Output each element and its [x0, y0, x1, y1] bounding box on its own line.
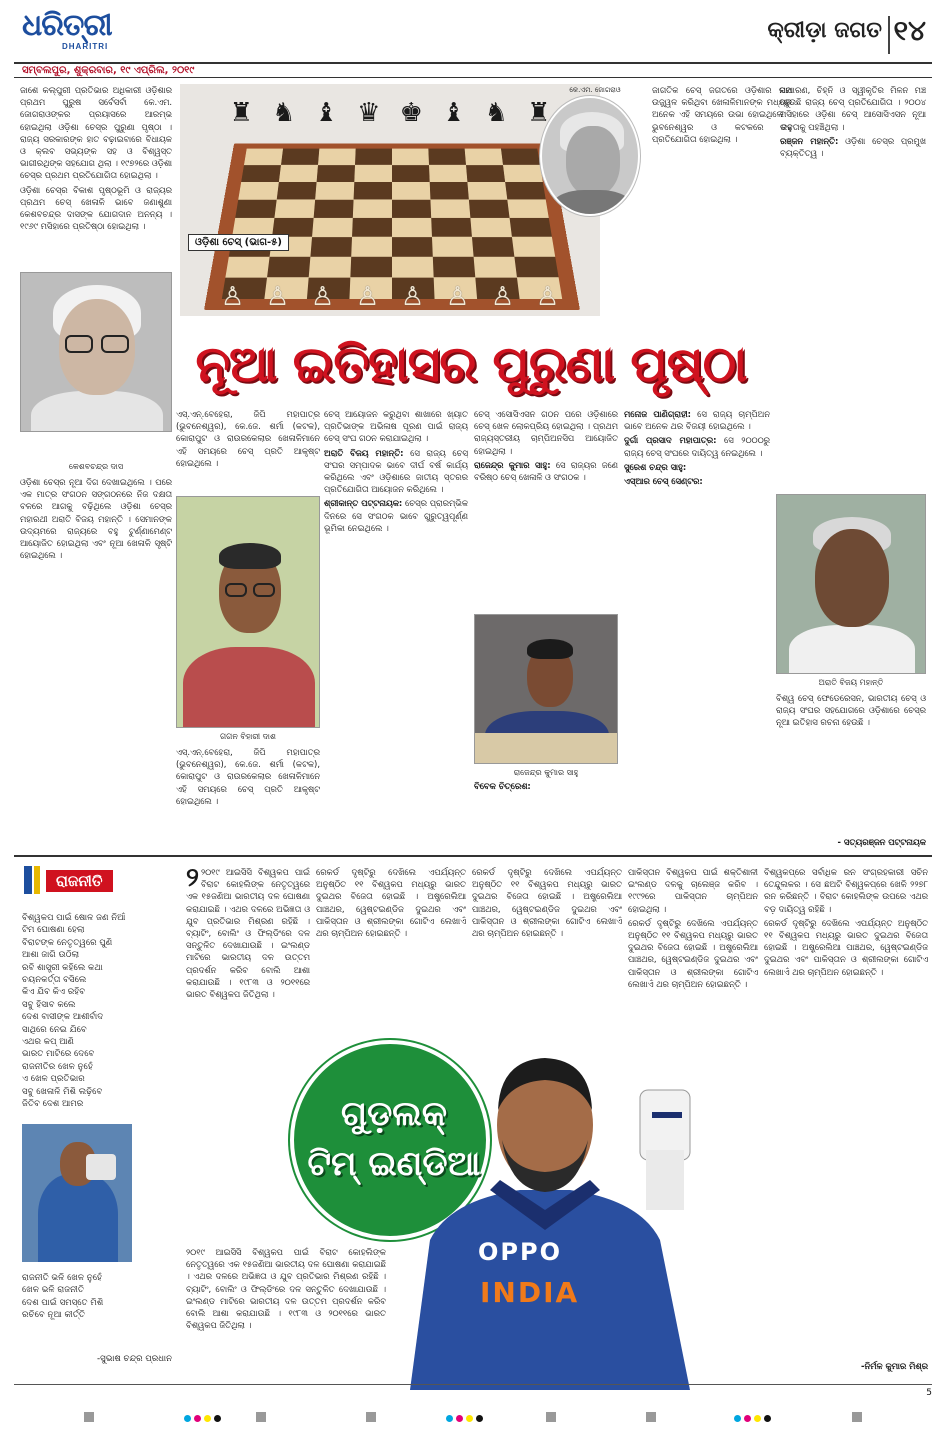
rajendra-text: ସେ ରାଜ୍ୟର ଜଣେ ବରିଷ୍ଠ ଚେସ୍ ଖେଳାଳି ଓ ସଂଗଠକ । [474, 459, 618, 483]
poem-line: ଦେଶ ପାଇଁ ସମସ୍ତେ ମିଶି [22, 1297, 104, 1308]
manoj-text: ସେ ରାଜ୍ୟ ଚାମ୍ପିଅନ ଭାବେ ଅନେକ ଥର ବିଜୟୀ ହୋଇଥିଲେ । [624, 409, 770, 432]
registration-mark [366, 1412, 376, 1422]
poem-line: ଏଥର କପ୍ ଆଣି [22, 1037, 75, 1048]
chess-col3-paragraph: ଚେସ୍ ଆୟୋଜନ କରୁଥିବା ଶାଖାରେ ଖ୍ୟାତ ପ୍ରତିଭାଙ୍କ ଅଭିଳାଷ ପୂରଣ ପାଇଁ ରାଜ୍ୟ ଚେସ୍ ସଂଘ ଗଠନ କରାଯାଇଥିଲା । [324, 409, 468, 444]
chess-column-2 [176, 408, 320, 494]
subhead-sr-chess: ଏସ୍ଆର ଚେସ୍ ସେଣ୍ଟର: [624, 476, 703, 487]
chess-column-1-bottom [20, 476, 172, 848]
chess-board-photo [180, 84, 600, 316]
cricket-column-1-lower [186, 1246, 386, 1378]
graphic-line-2: ଟିମ୍ ଇଣ୍ଡିଆ [307, 1144, 481, 1184]
registration-mark [84, 1412, 94, 1422]
logo-english-text: DHARITRI [62, 42, 109, 51]
chess-col7b-paragraph: ବିଶ୍ୱ ଚେସ୍ ଫେଡେରେସନ, ଭାରତୀୟ ଚେସ୍ ଓ ରାଜ୍ୟ ସଂଘର ସହଯୋଗରେ ଓଡ଼ିଶାରେ ଚେସ୍‌ର ନୂଆ ଇତିହାସ ରଚନା ହେଉଛି । [776, 693, 926, 728]
poem-line: ଖେଳ ଭଳି ରାଜନୀତି [22, 1285, 85, 1296]
page-number: ୧୪ [893, 14, 926, 47]
chess-column-4 [474, 408, 618, 568]
politics-tag [24, 866, 164, 894]
poem-line: ବିରାଟଙ୍କ ନେତୃତ୍ୱରେ ପୁଣି [22, 937, 113, 948]
black-chess-pieces: ♜ ♞ ♝ ♛ ♚ ♝ ♞ ♜ [229, 98, 551, 128]
poem-line: ରବି ଶାସ୍ତ୍ରୀ କହିଲେ କଥା [22, 962, 103, 973]
subhead-arati: ଅରାତି ବିଜୟ ମହାନ୍ତି: [324, 447, 404, 458]
poem-line: ଚୟନକର୍ତ୍ତା ବସିଲେ [22, 975, 87, 986]
registration-mark [646, 1412, 656, 1422]
cricket-column-5 [764, 866, 928, 1354]
chess-arati-paragraph: ଓଡ଼ିଶା ଚେସ୍‌ର ନୂଆ ଦିଗ ଦେଖାଇଥିଲେ । ପରେ ଏକ ମାତ୍ର ସଂଗଠନ ସଙ୍ଗଠନରେ ନିଜ ଦକ୍ଷତା ବଳରେ ଆଗକୁ ବଢ଼ିଥିଲେ ଓଡ଼ିଶା ଚେସ୍‌ର ମହାରଥୀ ଅରାତି ବିଜୟ ମହାନ୍ତି । ସେମାନଙ୍କ ଉଦ୍ୟମରେ ରାଜ୍ୟରେ ବହୁ ଟୁର୍ଣ୍ଣାମେଣ୍ଟ ଆୟୋଜିତ ହୋଇଥିଲା ଏବଂ ନୂଆ ଖେଳାଳି ସୃଷ୍ଟି ହୋଇଥିଲେ । [20, 477, 172, 561]
graphic-line-1: ଗୁଡ଼ଲକ୍ [340, 1094, 447, 1134]
politics-poem-bottom [22, 1272, 172, 1322]
portrait-keshab-das-caption: କେଶବଚନ୍ଦ୍ର ଦାସ [68, 462, 124, 471]
cricket-col5-paragraph: ବିଶ୍ୱକପ୍‌ରେ ସର୍ବାଧିକ ରନ ସଂଗ୍ରହକାରୀ ସଚିନ ତେନ୍ଦୁଲକର । ସେ ଛଅଟି ବିଶ୍ୱକପ୍‌ରେ ଖେଳି ୨୨୭୮ ରନ କରିଛନ୍ତି । ବିରାଟ କୋହଲିଙ୍କ ଉପରେ ଏଥର ବଡ଼ ଦାୟିତ୍ୱ ରହିଛି । [764, 867, 928, 914]
poem-line: ଦେଶ ବାସୀଙ୍କ ଆଶୀର୍ବାଦ [22, 1012, 104, 1023]
footer-page-number: 5 [926, 1388, 932, 1398]
cricket-col3-paragraph: ରେକର୍ଡ ଦୃଷ୍ଟିରୁ ଦେଖିଲେ ଏପର୍ଯ୍ୟନ୍ତ ଅନୁଷ୍ଠିତ ୧୧ ବିଶ୍ୱକପ ମଧ୍ୟରୁ ଭାରତ ଦୁଇଥର ବିଜେତା ହୋଇଛି । ଅଷ୍ଟ୍ରେଲିଆ ପାଞ୍ଚଥର, ୱେଷ୍ଟଇଣ୍ଡିଜ ଦୁଇଥର ଏବଂ ପାକିସ୍ତାନ ଓ ଶ୍ରୀଲଙ୍କା ଗୋଟିଏ ଲେଖାଏଁ ଥର ଚାମ୍ପିଅନ ହୋଇଛନ୍ତି । [472, 867, 622, 939]
cricket-col4b-paragraph: ରେକର୍ଡ ଦୃଷ୍ଟିରୁ ଦେଖିଲେ ଏପର୍ଯ୍ୟନ୍ତ ଅନୁଷ୍ଠିତ ୧୧ ବିଶ୍ୱକପ ମଧ୍ୟରୁ ଭାରତ ଦୁଇଥର ବିଜେତା ହୋଇଛି । ଅଷ୍ଟ୍ରେଲିଆ ପାଞ୍ଚଥର, ୱେଷ୍ଟଇଣ୍ଡିଜ ଦୁଇଥର ଏବଂ ପାକିସ୍ତାନ ଓ ଶ୍ରୀଲଙ୍କା ଗୋଟିଏ ଲେଖାଏଁ ଥର ଚାମ୍ପିଅନ ହୋଇଛନ୍ତି । [628, 917, 758, 989]
portrait-gagan-das-caption: ଗଗନ ବିହାରୀ ଦାଶ [220, 732, 276, 741]
portrait-keshab-das [20, 272, 172, 432]
registration-mark [256, 1412, 266, 1422]
white-chess-pieces: ♙ ♙ ♙ ♙ ♙ ♙ ♙ ♙ [220, 282, 560, 312]
portrait-jogarao [540, 96, 640, 216]
poem-line: ବିଶ୍ୱକପ ପାଇଁ ଷୋଳ ଜଣ ନିଆଁ [22, 913, 126, 923]
chess-column-6 [652, 84, 792, 344]
poem-line: ସବୁ ହିସାବ କଲେ [22, 999, 76, 1010]
subhead-manoj: ମନୋଜ ପାଣିଗ୍ରାହୀ: [624, 409, 692, 419]
cricket-col1b-paragraph: ୨୦୧୯ ଆଇସିସି ବିଶ୍ୱକପ ପାଇଁ ବିରାଟ କୋହଲିଙ୍କ ନେତୃତ୍ୱରେ ଏକ ୧୫ଜଣିଆ ଭାରତୀୟ ଦଳ ଘୋଷଣା କରାଯାଇଛି । ଏଥର ଦଳରେ ଅଭିଜ୍ଞତା ଓ ଯୁବ ପ୍ରତିଭାର ମିଶ୍ରଣ ରହିଛି । ବ୍ୟାଟିଂ, ବୋଲିଂ ଓ ଫିଲ୍ଡିଂରେ ଦଳ ସନ୍ତୁଳିତ ଦେଖାଯାଉଛି । ଇଂଲଣ୍ଡ ମାଟିରେ ଭାରତୀୟ ଦଳ ଉତ୍ତମ ପ୍ରଦର୍ଶନ କରିବ ବୋଲି ଆଶା କରାଯାଉଛି । ୧୯୮୩ ଓ ୨୦୧୧ରେ ଭାରତ ବିଶ୍ୱକପ ଜିତିଥିଲା । [186, 1247, 386, 1331]
chess-col4-paragraph: ଚେସ୍ ଏସୋସିଏସନ ଗଠନ ପରେ ଓଡ଼ିଶାରେ ଚେସ୍ ଖେଳ ଲୋକପ୍ରିୟ ହୋଇଥିଲା । ପ୍ରଥମ ରାଜ୍ୟସ୍ତରୀୟ ଚାମ୍ପିଅନସିପ ଆୟୋଜିତ ହୋଇଥିଲା । [474, 409, 618, 456]
color-registration-dots [184, 1412, 221, 1424]
virat-kohli-photo [390, 1030, 700, 1390]
subhead-durga: ଦୁର୍ଗା ପ୍ରସାଦ ମହାପାତ୍ର: [624, 435, 717, 446]
portrait-arati-mohanty-caption: ଅରାତି ବିଜୟ ମହାନ୍ତି [818, 678, 884, 687]
cricket-column-3 [472, 866, 622, 1026]
cricketer-photo-small [22, 1124, 132, 1262]
chess-column-1-top [20, 84, 172, 274]
chess-column-4-bottom [474, 780, 618, 848]
cricket-column-1: ୨ ୨୦୧୯ ଆଇସିସି ବିଶ୍ୱକପ ପାଇଁ ବିରାଟ କୋହଲିଙ୍କ ନେତୃତ୍ୱରେ ଏକ ୧୫ଜଣିଆ ଭାରତୀୟ ଦଳ ଘୋଷଣା କରାଯାଇଛି । ଏଥର ଦଳରେ ଅଭିଜ୍ଞତା ଓ ଯୁବ ପ୍ରତିଭାର ମିଶ୍ରଣ ରହିଛି । ବ୍ୟାଟିଂ, ବୋଲିଂ ଓ ଫିଲ୍ଡିଂରେ ଦଳ ସନ୍ତୁଳିତ ଦେଖାଯାଉଛି । ଇଂଲଣ୍ଡ ମାଟିରେ ଭାରତୀୟ ଦଳ ଉତ୍ତମ ପ୍ରଦର୍ଶନ କରିବ ବୋଲି ଆଶା କରାଯାଉଛି । ୧୯୮୩ ଓ ୨୦୧୧ରେ ଭାରତ ବିଶ୍ୱକପ ଜିତିଥିଲା । [186, 866, 310, 1000]
registration-mark [546, 1412, 556, 1422]
portrait-rajendra-sahu [474, 614, 618, 764]
cricket-signature: -ନିର୍ମଳ କୁମାର ମିଶ୍ର [861, 1361, 928, 1371]
cricket-col2-paragraph: ରେକର୍ଡ ଦୃଷ୍ଟିରୁ ଦେଖିଲେ ଏପର୍ଯ୍ୟନ୍ତ ଅନୁଷ୍ଠିତ ୧୧ ବିଶ୍ୱକପ ମଧ୍ୟରୁ ଭାରତ ଦୁଇଥର ବିଜେତା ହୋଇଛି । ଅଷ୍ଟ୍ରେଲିଆ ପାଞ୍ଚଥର, ୱେଷ୍ଟଇଣ୍ଡିଜ ଦୁଇଥର ଏବଂ ପାକିସ୍ତାନ ଓ ଶ୍ରୀଲଙ୍କା ଗୋଟିଏ ଲେଖାଏଁ ଥର ଚାମ୍ପିଅନ ହୋଇଛନ୍ତି । [316, 867, 466, 939]
section-divider [888, 16, 890, 54]
jersey-sponsor-logo: OPPO [478, 1238, 562, 1266]
subhead-suresh: ସୁରେଶ ଚନ୍ଦ୍ର ସାହୁ: [624, 461, 687, 472]
chess-col2-paragraph: ଏସ୍.ଏନ୍.ବେହେରା, ଜିପି ମହାପାତ୍ର (ଭୁବନେଶ୍ୱର), କେ.ଜେ. ଶର୍ମା (କଟକ), କୋରାପୁଟ ଓ ରାଉରକେଲାର ଖେଳାଳିମାନେ ଏହି ସମୟରେ ଚେସ୍ ପ୍ରତି ଆକୃଷ୍ଟ ହୋଇଥିଲେ । [176, 409, 320, 468]
section-divider-lower [14, 855, 932, 857]
politics-tag-label: ରାଜନୀତି [46, 870, 113, 892]
chess-col7-paragraph: ସାଧାରଣ, ଚିହ୍ନି ଓ ସ୍ୱୀକୃତିର ମିଳନ ମଞ୍ଚ ହେଉଛି ରାଜ୍ୟ ଚେସ୍ ପ୍ରତିଯୋଗିତା । ୨୦୦୪ ମସିହାରେ ଓଡ଼ିଶା ଚେସ୍ ଆସୋସିଏସନ ନୂଆ ଉଚ୍ଚତାକୁ ପହଞ୍ଚିଥିଲା । [780, 85, 926, 132]
chess-history-paragraph: ଓଡ଼ିଶା ଚେସ୍‌ର ବିକାଶ ପୃଷ୍ଠଭୂମି ଓ ରାଜ୍ୟର ପ୍ରଥମ ଚେସ୍ ଖେଳାଳି ଭାବେ ଜଣାଶୁଣା କେଶବଚନ୍ଦ୍ର ଦାସଙ୍କ ଯୋଗଦାନ ଅନନ୍ୟ । ୧୯୬୯ ମସିହାରେ ପ୍ରତିଷ୍ଠା ହୋଇଥିଲା । [20, 184, 172, 232]
politics-signature: -ସୁଭାଷ ଚନ୍ଦ୍ର ପ୍ରଧାନ [97, 1354, 172, 1364]
chess-column-7-bottom [776, 692, 926, 834]
poem-line: ଆଶା ଜାଗି ଉଠିଲା [22, 950, 80, 961]
poem-line: ଜିତିବ ଦେଶ ଆମର [22, 1099, 84, 1110]
jersey-india-text: INDIA [480, 1276, 580, 1309]
durga-text: ସେ ୨୦୦୦ରୁ ରାଜ୍ୟ ଚେସ୍ ସଂଘରେ ଦାୟିତ୍ୱ ନେଇଥିଲେ । [624, 435, 770, 458]
chess-headline: ନୂଆ ଇତିହାସର ପୁରୁଣା ପୃଷ୍ଠା [195, 335, 747, 393]
masthead [14, 8, 932, 60]
poem-line: ରାଜନୀତି ଭଳି ଖେଳ ନୁହେଁ [22, 1273, 103, 1283]
oval-photo-caption: କେ.ଏମ. ଜୋଗରାଓ [569, 86, 621, 94]
series-tag: ଓଡ଼ିଶା ଚେସ୍ (ଭାଗ-୫) [188, 234, 289, 251]
poem-line: ଏ ଖେଳ ପ୍ରତିଭାର [22, 1074, 85, 1085]
chess-column-2-bottom [176, 746, 320, 848]
poem-line: ସବୁ ଖେଳାଳି ମିଶି ଲଢ଼ିବେ [22, 1086, 103, 1097]
chess-intro-paragraph: ଜାଶେ କଲ୍ପୁରୀ ପ୍ରତିଭାର ଅଧିକାରୀ ଓଡ଼ିଶାର ପ୍ରଥମ ପୁରୁଷ ସର୍ବେସର୍ବା କେ.ଏମ. ଜୋଗରାଓଙ୍କର ପ୍ରୟାସରେ ଆରମ୍ଭ ହୋଇଥିଲା ଓଡ଼ିଶା ଚେସ୍‌ର ପୁରୁଣା ପୃଷ୍ଠା । ରାଜ୍ୟ ସରକାରଙ୍କ ହାତ ବଢ଼ାଇବାରେ ବିଧାୟକ ଓ କ୍ଲବ ସଭ୍ୟଙ୍କ ସହ ଓ ବିଶ୍ୱସ୍ତ ଭାଗୀରଥିଙ୍କ ସହଯୋଗ ଥିଲା । ୧୯୭୨ରେ ଓଡ଼ିଶା ଚେସ୍‌ର ପ୍ରଥମ ପ୍ରତିଯୋଗିତା ହୋଇଥିଲା । [20, 85, 172, 181]
poem-line: କିଏ ଯିବ କିଏ ରହିବ [22, 987, 86, 998]
cricket-col5b-paragraph: ରେକର୍ଡ ଦୃଷ୍ଟିରୁ ଦେଖିଲେ ଏପର୍ଯ୍ୟନ୍ତ ଅନୁଷ୍ଠିତ ୧୧ ବିଶ୍ୱକପ ମଧ୍ୟରୁ ଭାରତ ଦୁଇଥର ବିଜେତା ହୋଇଛି । ଅଷ୍ଟ୍ରେଲିଆ ପାଞ୍ଚଥର, ୱେଷ୍ଟଇଣ୍ଡିଜ ଦୁଇଥର ଏବଂ ପାକିସ୍ତାନ ଓ ଶ୍ରୀଲଙ୍କା ଗୋଟିଏ ଲେଖାଏଁ ଥର ଚାମ୍ପିଅନ ହୋଇଛନ୍ତି । [764, 917, 928, 977]
subhead-ranjan: ରଞ୍ଜନ ମହାନ୍ତି: [780, 135, 839, 146]
politics-poem [22, 912, 172, 1111]
subhead-srikanta: ଶ୍ରୀକାନ୍ତ ପଟ୍ଟନାୟକ: [324, 498, 403, 509]
subhead-rajendra: ରାଜେନ୍ଦ୍ର କୁମାର ସାହୁ: [474, 459, 551, 470]
arati-text: ସେ ରାଜ୍ୟ ଚେସ୍ ସଂଘର ସମ୍ପାଦକ ଭାବେ ଦୀର୍ଘ ବର୍ଷ କାର୍ଯ୍ୟ କରିଥିଲେ ଏବଂ ଓଡ଼ିଶାରେ ଜାତୀୟ ସ୍ତରର ପ୍ରତିଯୋଗିତା ଆୟୋଜନ କରିଥିଲେ । [324, 447, 468, 495]
portrait-arati-mohanty [776, 494, 926, 674]
poem-line: ରାଜନୀତିର ଖେଳ ନୁହେଁ [22, 1061, 93, 1072]
section-title: କ୍ରୀଡ଼ା ଜଗତ [767, 18, 882, 43]
color-registration-dots [446, 1412, 483, 1424]
registration-mark [852, 1412, 862, 1422]
portrait-gagan-das [176, 496, 320, 728]
color-registration-dots [734, 1412, 771, 1424]
poem-line: ଟିମ ଘୋଷଣା ହେଲା [22, 925, 85, 936]
chess-col6a-paragraph: ଜାଗତିକ ଚେସ୍ ଜଗତରେ ଓଡ଼ିଶାର ନାମ ଉଜ୍ଜ୍ୱଳ କରିଥିବା ଖେଳାଳିମାନଙ୍କ ମଧ୍ୟରୁ ଅନେକ ଏହି ସମୟରେ ଉଭା ହୋଇଥିଲେ । ଭୁବନେଶ୍ୱର ଓ କଟକରେ ବହୁ ପ୍ରତିଯୋଗିତା ହୋଇଥିଲା । [652, 85, 792, 144]
poem-line: ସାଥିରେ ନେଇ ଯିବେ [22, 1024, 87, 1035]
chess-signature: - ସତ୍ୟରଞ୍ଜନ ପଟ୍ଟନାୟକ [837, 837, 926, 847]
subhead-bibek: ବିବେକ ଚିତ୍ରେଶ: [474, 781, 531, 791]
logo-odia-text: ଧରିତ୍ରୀ [22, 8, 112, 43]
chess-col2b-paragraph: ଏସ୍.ଏନ୍.ବେହେରା, ଜିପି ମହାପାତ୍ର (ଭୁବନେଶ୍ୱର), କେ.ଜେ. ଶର୍ମା (କଟକ), କୋରାପୁଟ ଓ ରାଉରକେଲାର ଖେଳାଳିମାନେ ଏହି ସମୟରେ ଚେସ୍ ପ୍ରତି ଆକୃଷ୍ଟ ହୋଇଥିଲେ । [176, 747, 320, 806]
cricket-col1-paragraph: ୨୦୧୯ ଆଇସିସି ବିଶ୍ୱକପ ପାଇଁ ବିରାଟ କୋହଲିଙ୍କ ନେତୃତ୍ୱରେ ଏକ ୧୫ଜଣିଆ ଭାରତୀୟ ଦଳ ଘୋଷଣା କରାଯାଇଛି । ଏଥର ଦଳରେ ଅଭିଜ୍ଞତା ଓ ଯୁବ ପ୍ରତିଭାର ମିଶ୍ରଣ ରହିଛି । ବ୍ୟାଟିଂ, ବୋଲିଂ ଓ ଫିଲ୍ଡିଂରେ ଦଳ ସନ୍ତୁଳିତ ଦେଖାଯାଉଛି । ଇଂଲଣ୍ଡ ମାଟିରେ ଭାରତୀୟ ଦଳ ଉତ୍ତମ ପ୍ରଦର୍ଶନ କରିବ ବୋଲି ଆଶା କରାଯାଉଛି । ୧୯୮୩ ଓ ୨୦୧୧ରେ ଭାରତ ବିଶ୍ୱକପ ଜିତିଥିଲା । [186, 867, 310, 1000]
dateline-bar [14, 62, 932, 78]
srikanta-text: ଚେସ୍‌ର ପ୍ରାରମ୍ଭିକ ଦିନରେ ସେ ସଂଗଠକ ଭାବେ ଗୁରୁତ୍ୱପୂର୍ଣ୍ଣ ଭୂମିକା ନେଇଥିଲେ । [324, 498, 468, 533]
newspaper-logo [22, 8, 172, 58]
poem-line: ଭାରତ ମାଟିରେ ଦେବେ [22, 1049, 95, 1060]
poem-line: ରଚିବେ ନୂଆ କୀର୍ତ୍ତି [22, 1310, 85, 1321]
chess-column-5 [624, 408, 770, 848]
chess-column-7 [780, 84, 926, 488]
ranjan-text: ଓଡ଼ିଶା ଚେସ୍‌ର ପ୍ରମୁଖ ବ୍ୟକ୍ତିତ୍ୱ । [780, 135, 926, 159]
cricket-column-2 [316, 866, 466, 1036]
portrait-rajendra-sahu-caption: ରାଜେନ୍ଦ୍ର କୁମାର ସାହୁ [513, 768, 579, 777]
cricket-col4-paragraph: ପାକିସ୍ତାନ ବିଶ୍ୱକପ ପାଇଁ ଶକ୍ତିଶାଳୀ ଇଂଲଣ୍ଡ ଦଳକୁ ଚାଲେଞ୍ଜ କରିବ । ୧୯୯୨ରେ ପାକିସ୍ତାନ ଚାମ୍ପିଅନ ହୋଇଥିଲା । [628, 867, 758, 914]
dateline-text: ସମ୍ବଲପୁର, ଶୁକ୍ରବାର, ୧୯ ଏପ୍ରିଲ, ୨୦୧୯ [22, 65, 195, 76]
chess-column-3 [324, 408, 468, 848]
